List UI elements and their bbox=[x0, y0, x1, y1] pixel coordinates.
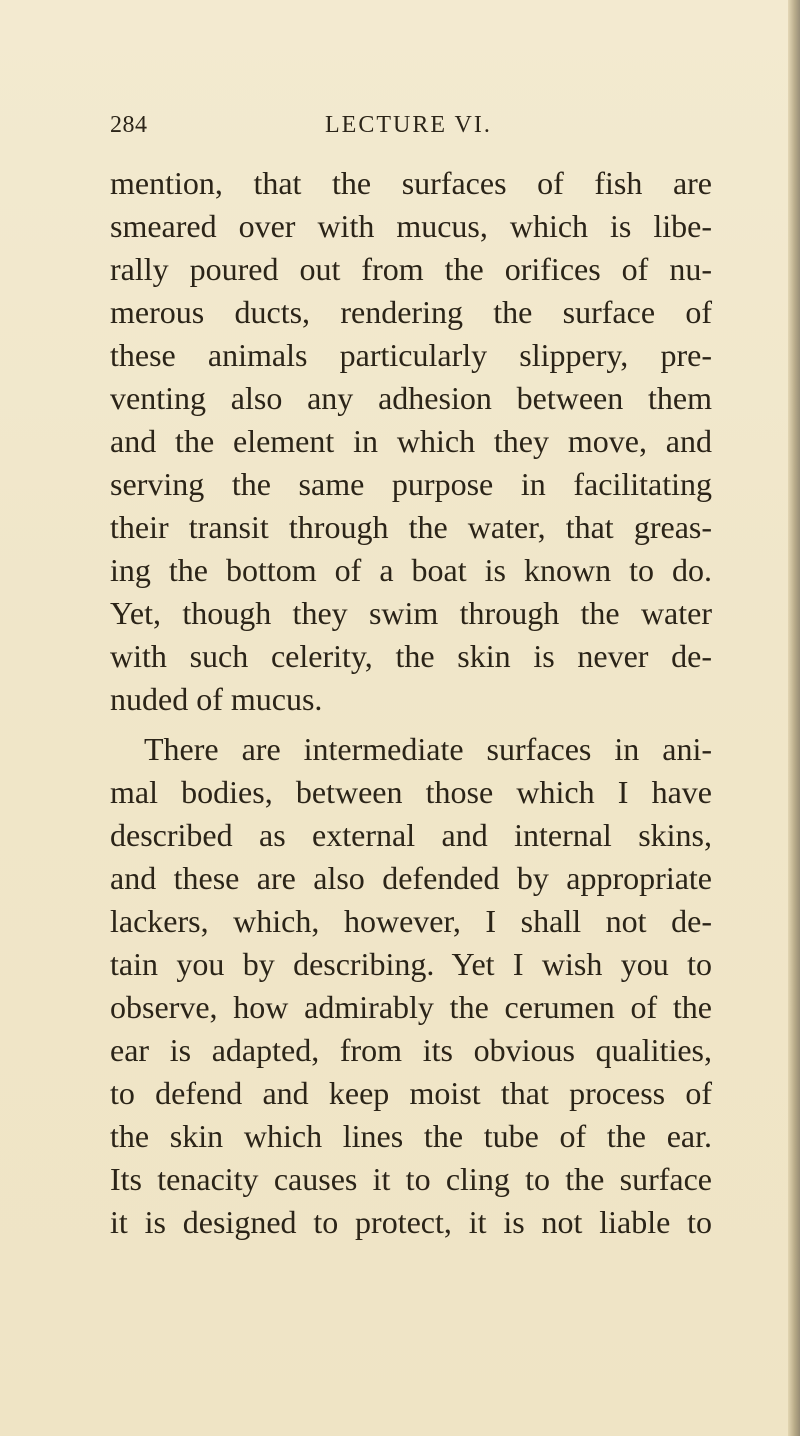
text-line: ing the bottom of a boat is known to do. bbox=[110, 552, 712, 588]
text-line: venting also any adhesion between them bbox=[110, 380, 712, 416]
text-line: serving the same purpose in facilitating bbox=[110, 466, 712, 502]
page-header bbox=[0, 112, 800, 152]
text-line: lackers, which, however, I shall not de- bbox=[110, 903, 712, 939]
text-line: their transit through the water, that greas- bbox=[110, 509, 712, 545]
text-line: ear is adapted, from its obvious qualities, bbox=[110, 1032, 712, 1068]
text-line: nuded of mucus. bbox=[110, 681, 323, 717]
page-number: 284 bbox=[110, 112, 148, 138]
text-line: these animals particularly slippery, pre- bbox=[110, 337, 712, 373]
text-line: the skin which lines the tube of the ear. bbox=[110, 1118, 712, 1154]
text-line: Its tenacity causes it to cling to the surface bbox=[110, 1161, 712, 1197]
text-line: to defend and keep moist that process of bbox=[110, 1075, 712, 1111]
text-line: described as external and internal skins, bbox=[110, 817, 712, 853]
paragraph-2 bbox=[110, 728, 712, 1244]
page-edge-shadow bbox=[788, 0, 800, 1436]
text-line: it is designed to protect, it is not liable to bbox=[110, 1204, 712, 1240]
text-line: merous ducts, rendering the surface of bbox=[110, 294, 712, 330]
text-line: and these are also defended by appropriate bbox=[110, 860, 712, 896]
text-line: Yet, though they swim through the water bbox=[110, 595, 712, 631]
text-line: mention, that the surfaces of fish are bbox=[110, 165, 712, 201]
text-line: observe, how admirably the cerumen of the bbox=[110, 989, 712, 1025]
running-head: LECTURE VI. bbox=[325, 112, 492, 138]
text-line: There are intermediate surfaces in ani- bbox=[144, 731, 712, 767]
text-line: with such celerity, the skin is never de- bbox=[110, 638, 712, 674]
text-line: tain you by describing. Yet I wish you to bbox=[110, 946, 712, 982]
text-line: and the element in which they move, and bbox=[110, 423, 712, 459]
paragraph-1 bbox=[110, 162, 712, 721]
text-line: smeared over with mucus, which is libe- bbox=[110, 208, 712, 244]
text-line: mal bodies, between those which I have bbox=[110, 774, 712, 810]
text-line: rally poured out from the orifices of nu- bbox=[110, 251, 712, 287]
